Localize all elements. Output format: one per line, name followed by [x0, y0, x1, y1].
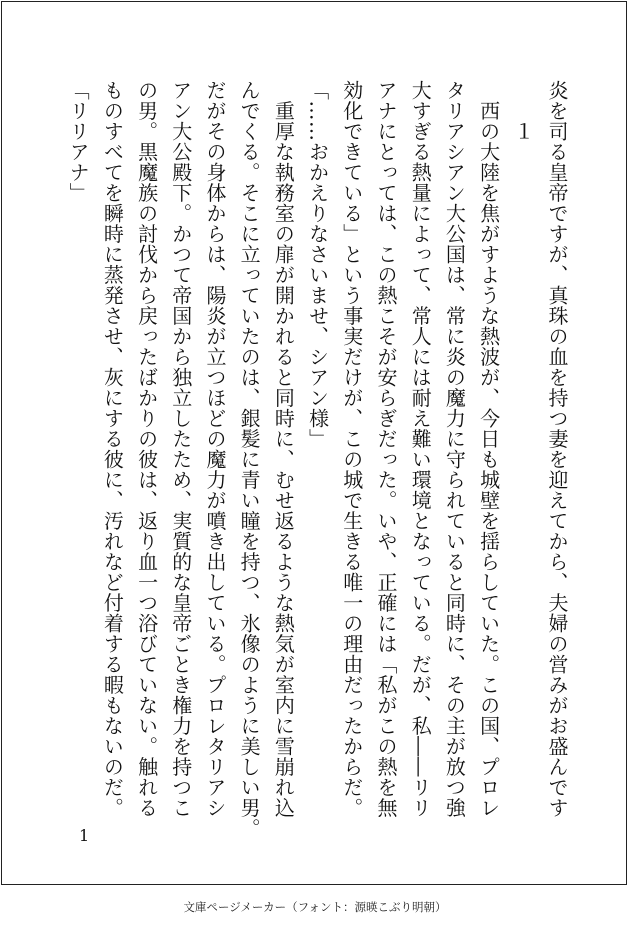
text-line: アナにとっては、この熱こそが安らぎだった。いや、正確には「私がこの熱を無	[373, 80, 398, 818]
page-number: 1	[79, 826, 90, 845]
text-line: の男。黒魔族の討伐から戻ったばかりの彼は、返り血一つ浴びていない。触れる	[134, 80, 159, 818]
text-line: 重厚な執務室の扉が開かれると同時に、むせ返るような熱気が室内に雪崩れ込	[271, 80, 296, 818]
text-line: だがその身体からは、陽炎が立つほどの魔力が噴き出している。プロレタリアシ	[202, 80, 227, 818]
vertical-text-body	[61, 80, 574, 840]
chapter-number: １	[510, 80, 535, 142]
footer-caption: 文庫ページメーカー（フォント：源暎こぶり明朝）	[183, 900, 447, 914]
dialogue-line: 「……おかえりなさいませ、シアン様」	[305, 80, 330, 449]
text-line: ものすべてを瞬時に蒸発させ、灰にする彼に、汚れなど付着する暇もないのだ。	[100, 80, 125, 818]
dialogue-line: 「リリアナ」	[66, 80, 91, 203]
text-line: 効化できている」という事実だけが、この城で生きる唯一の理由だったからだ。	[339, 80, 364, 818]
text-line: 西の大陸を焦がすような熱波が、今日も城壁を揺らしていた。この国、プロレ	[476, 80, 501, 818]
title-line: 炎を司る皇帝ですが、真珠の血を持つ妻を迎えてから、夫婦の営みがお盛んです	[545, 80, 569, 818]
text-line: んでくる。そこに立っていたのは、銀髪に青い瞳を持つ、氷像のように美しい男。	[237, 80, 262, 839]
text-line: タリアシアン大公国は、常に炎の魔力に守られていると同時に、その主が放つ強	[442, 80, 467, 818]
text-line: アン大公殿下。かつて帝国から独立したため、実質的な皇帝ごとき権力を持つこ	[168, 80, 193, 818]
text-line: 大すぎる熱量によって、常人には耐え難い環境となっている。だが、私――リリ	[408, 80, 433, 818]
